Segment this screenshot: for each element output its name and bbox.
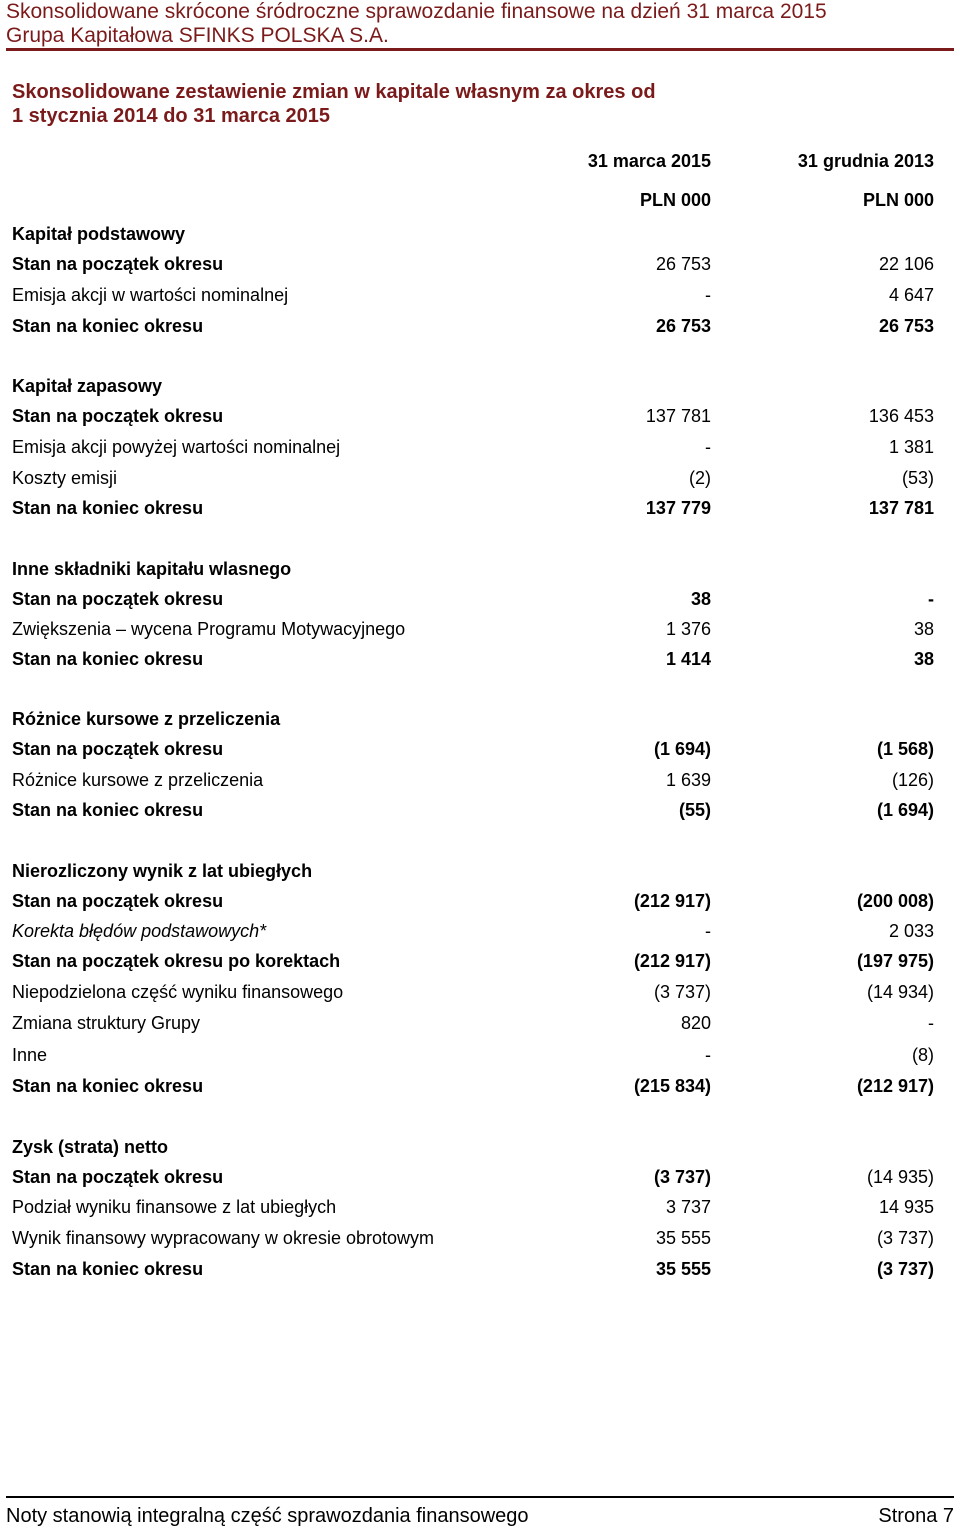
value-2015: (212 917) bbox=[633, 951, 711, 971]
value-2013: 2 033 bbox=[888, 921, 934, 941]
row-label: Niepodzielona część wyniku finansowego bbox=[12, 982, 344, 1002]
page-footer bbox=[6, 1496, 954, 1527]
row-label: Inne bbox=[12, 1045, 48, 1065]
page-number: Strona 7 bbox=[878, 1505, 954, 1527]
value-2015: 820 bbox=[680, 1013, 711, 1033]
row-label: Stan na początek okresu bbox=[12, 254, 224, 274]
row-label: Zysk (strata) netto bbox=[12, 1137, 169, 1157]
row-label: Wynik finansowy wypracowany w okresie obrotowym bbox=[12, 1228, 434, 1248]
table-row bbox=[0, 1227, 960, 1249]
table-row bbox=[0, 1075, 960, 1097]
header-company-name: Grupa Kapitałowa SFINKS POLSKA S.A. bbox=[6, 24, 954, 51]
value-2015: 35 555 bbox=[655, 1259, 711, 1279]
row-label: Korekta błędów podstawowych* bbox=[12, 921, 267, 941]
value-2013: 14 935 bbox=[878, 1197, 934, 1217]
table-row bbox=[0, 405, 960, 427]
row-label: Kapitał podstawowy bbox=[12, 224, 186, 244]
value-2015: - bbox=[705, 1045, 711, 1065]
value-2013: 1 381 bbox=[888, 437, 934, 457]
row-label: Kapitał zapasowy bbox=[12, 376, 163, 396]
table-row bbox=[0, 769, 960, 791]
value-2015: (1 694) bbox=[653, 739, 711, 759]
table-row bbox=[0, 588, 960, 610]
table-row bbox=[0, 1196, 960, 1218]
value-2013: 26 753 bbox=[878, 316, 934, 336]
row-label: Stan na koniec okresu bbox=[12, 316, 204, 336]
footer-note: Noty stanowią integralną część sprawozdania finansowego bbox=[6, 1505, 529, 1527]
value-2013: (1 694) bbox=[876, 800, 934, 820]
value-2013: (14 934) bbox=[866, 982, 934, 1002]
section-heading bbox=[0, 223, 960, 245]
value-2013: (212 917) bbox=[856, 1076, 934, 1096]
table-row bbox=[0, 799, 960, 821]
row-label: Stan na początek okresu bbox=[12, 406, 224, 426]
row-label: Podział wyniku finansowe z lat ubiegłych bbox=[12, 1197, 337, 1217]
value-2015: - bbox=[705, 437, 711, 457]
row-label: Stan na koniec okresu bbox=[12, 649, 204, 669]
row-label: Stan na początek okresu po korektach bbox=[12, 951, 341, 971]
row-label: Stan na początek okresu bbox=[12, 589, 224, 609]
row-label: Emisja akcji w wartości nominalnej bbox=[12, 285, 289, 305]
column-header-unit-2015: PLN 000 bbox=[639, 190, 711, 210]
statement-title-line2: 1 stycznia 2014 do 31 marca 2015 bbox=[12, 105, 330, 127]
value-2015: 35 555 bbox=[655, 1228, 711, 1248]
row-label: Stan na początek okresu bbox=[12, 1167, 224, 1187]
row-label: Różnice kursowe z przeliczenia bbox=[12, 770, 264, 790]
value-2015: 137 781 bbox=[645, 406, 711, 426]
value-2013: 38 bbox=[913, 649, 934, 669]
value-2013: - bbox=[928, 589, 934, 609]
value-2013: 137 781 bbox=[868, 498, 934, 518]
value-2013: (14 935) bbox=[866, 1167, 934, 1187]
section-heading bbox=[0, 708, 960, 730]
table-row bbox=[0, 315, 960, 337]
table-row bbox=[0, 1166, 960, 1188]
table-row bbox=[0, 467, 960, 489]
table-row bbox=[0, 920, 960, 942]
column-header-unit-2013: PLN 000 bbox=[862, 190, 934, 210]
value-2015: 1 376 bbox=[665, 619, 711, 639]
table-row bbox=[0, 950, 960, 972]
table-row bbox=[0, 284, 960, 306]
statement-title-line1: Skonsolidowane zestawienie zmian w kapitale własnym za okres od bbox=[12, 81, 656, 103]
table-row bbox=[0, 738, 960, 760]
value-2015: - bbox=[705, 921, 711, 941]
value-2013: 4 647 bbox=[888, 285, 934, 305]
value-2015: (2) bbox=[689, 468, 711, 488]
row-label: Stan na początek okresu bbox=[12, 739, 224, 759]
table-row bbox=[0, 1258, 960, 1280]
row-label: Inne składniki kapitału wlasnego bbox=[12, 559, 292, 579]
value-2013: (197 975) bbox=[856, 951, 934, 971]
value-2015: (215 834) bbox=[633, 1076, 711, 1096]
row-label: Nierozliczony wynik z lat ubiegłych bbox=[12, 861, 313, 881]
value-2015: - bbox=[705, 285, 711, 305]
row-label: Zwiększenia – wycena Programu Motywacyjnego bbox=[12, 619, 406, 639]
table-row bbox=[0, 436, 960, 458]
table-row bbox=[0, 1012, 960, 1034]
row-label: Koszty emisji bbox=[12, 468, 118, 488]
row-label: Zmiana struktury Grupy bbox=[12, 1013, 201, 1033]
value-2015: (55) bbox=[678, 800, 711, 820]
value-2013: (200 008) bbox=[856, 891, 934, 911]
table-row bbox=[0, 618, 960, 640]
value-2015: 26 753 bbox=[655, 316, 711, 336]
row-label: Stan na koniec okresu bbox=[12, 1076, 204, 1096]
section-heading bbox=[0, 558, 960, 580]
column-header-date-2013: 31 grudnia 2013 bbox=[797, 151, 934, 171]
value-2015: 1 414 bbox=[665, 649, 711, 669]
value-2013: (126) bbox=[891, 770, 934, 790]
table-row bbox=[0, 648, 960, 670]
header-report-title: Skonsolidowane skrócone śródroczne sprawozdanie finansowe na dzień 31 marca 2015 bbox=[6, 0, 827, 23]
table-row bbox=[0, 253, 960, 275]
value-2015: (3 737) bbox=[653, 982, 711, 1002]
row-label: Różnice kursowe z przeliczenia bbox=[12, 709, 281, 729]
row-label: Stan na koniec okresu bbox=[12, 800, 204, 820]
section-heading bbox=[0, 1136, 960, 1158]
table-row bbox=[0, 981, 960, 1003]
table-row bbox=[0, 497, 960, 519]
value-2013: 22 106 bbox=[878, 254, 934, 274]
section-heading bbox=[0, 375, 960, 397]
value-2013: 136 453 bbox=[868, 406, 934, 426]
value-2015: 3 737 bbox=[665, 1197, 711, 1217]
section-heading bbox=[0, 860, 960, 882]
value-2013: (53) bbox=[901, 468, 934, 488]
value-2013: (3 737) bbox=[876, 1228, 934, 1248]
row-label: Stan na koniec okresu bbox=[12, 1259, 204, 1279]
value-2013: (8) bbox=[912, 1045, 934, 1065]
value-2013: - bbox=[928, 1013, 934, 1033]
row-label: Stan na koniec okresu bbox=[12, 498, 204, 518]
table-row bbox=[0, 1044, 960, 1066]
value-2015: 26 753 bbox=[655, 254, 711, 274]
value-2013: 38 bbox=[913, 619, 934, 639]
value-2015: (212 917) bbox=[633, 891, 711, 911]
row-label: Stan na początek okresu bbox=[12, 891, 224, 911]
table-row bbox=[0, 890, 960, 912]
value-2015: 38 bbox=[690, 589, 711, 609]
column-header-date-2015: 31 marca 2015 bbox=[587, 151, 711, 171]
value-2013: (1 568) bbox=[876, 739, 934, 759]
value-2015: 137 779 bbox=[645, 498, 711, 518]
value-2013: (3 737) bbox=[876, 1259, 934, 1279]
row-label: Emisja akcji powyżej wartości nominalnej bbox=[12, 437, 341, 457]
value-2015: (3 737) bbox=[653, 1167, 711, 1187]
value-2015: 1 639 bbox=[665, 770, 711, 790]
